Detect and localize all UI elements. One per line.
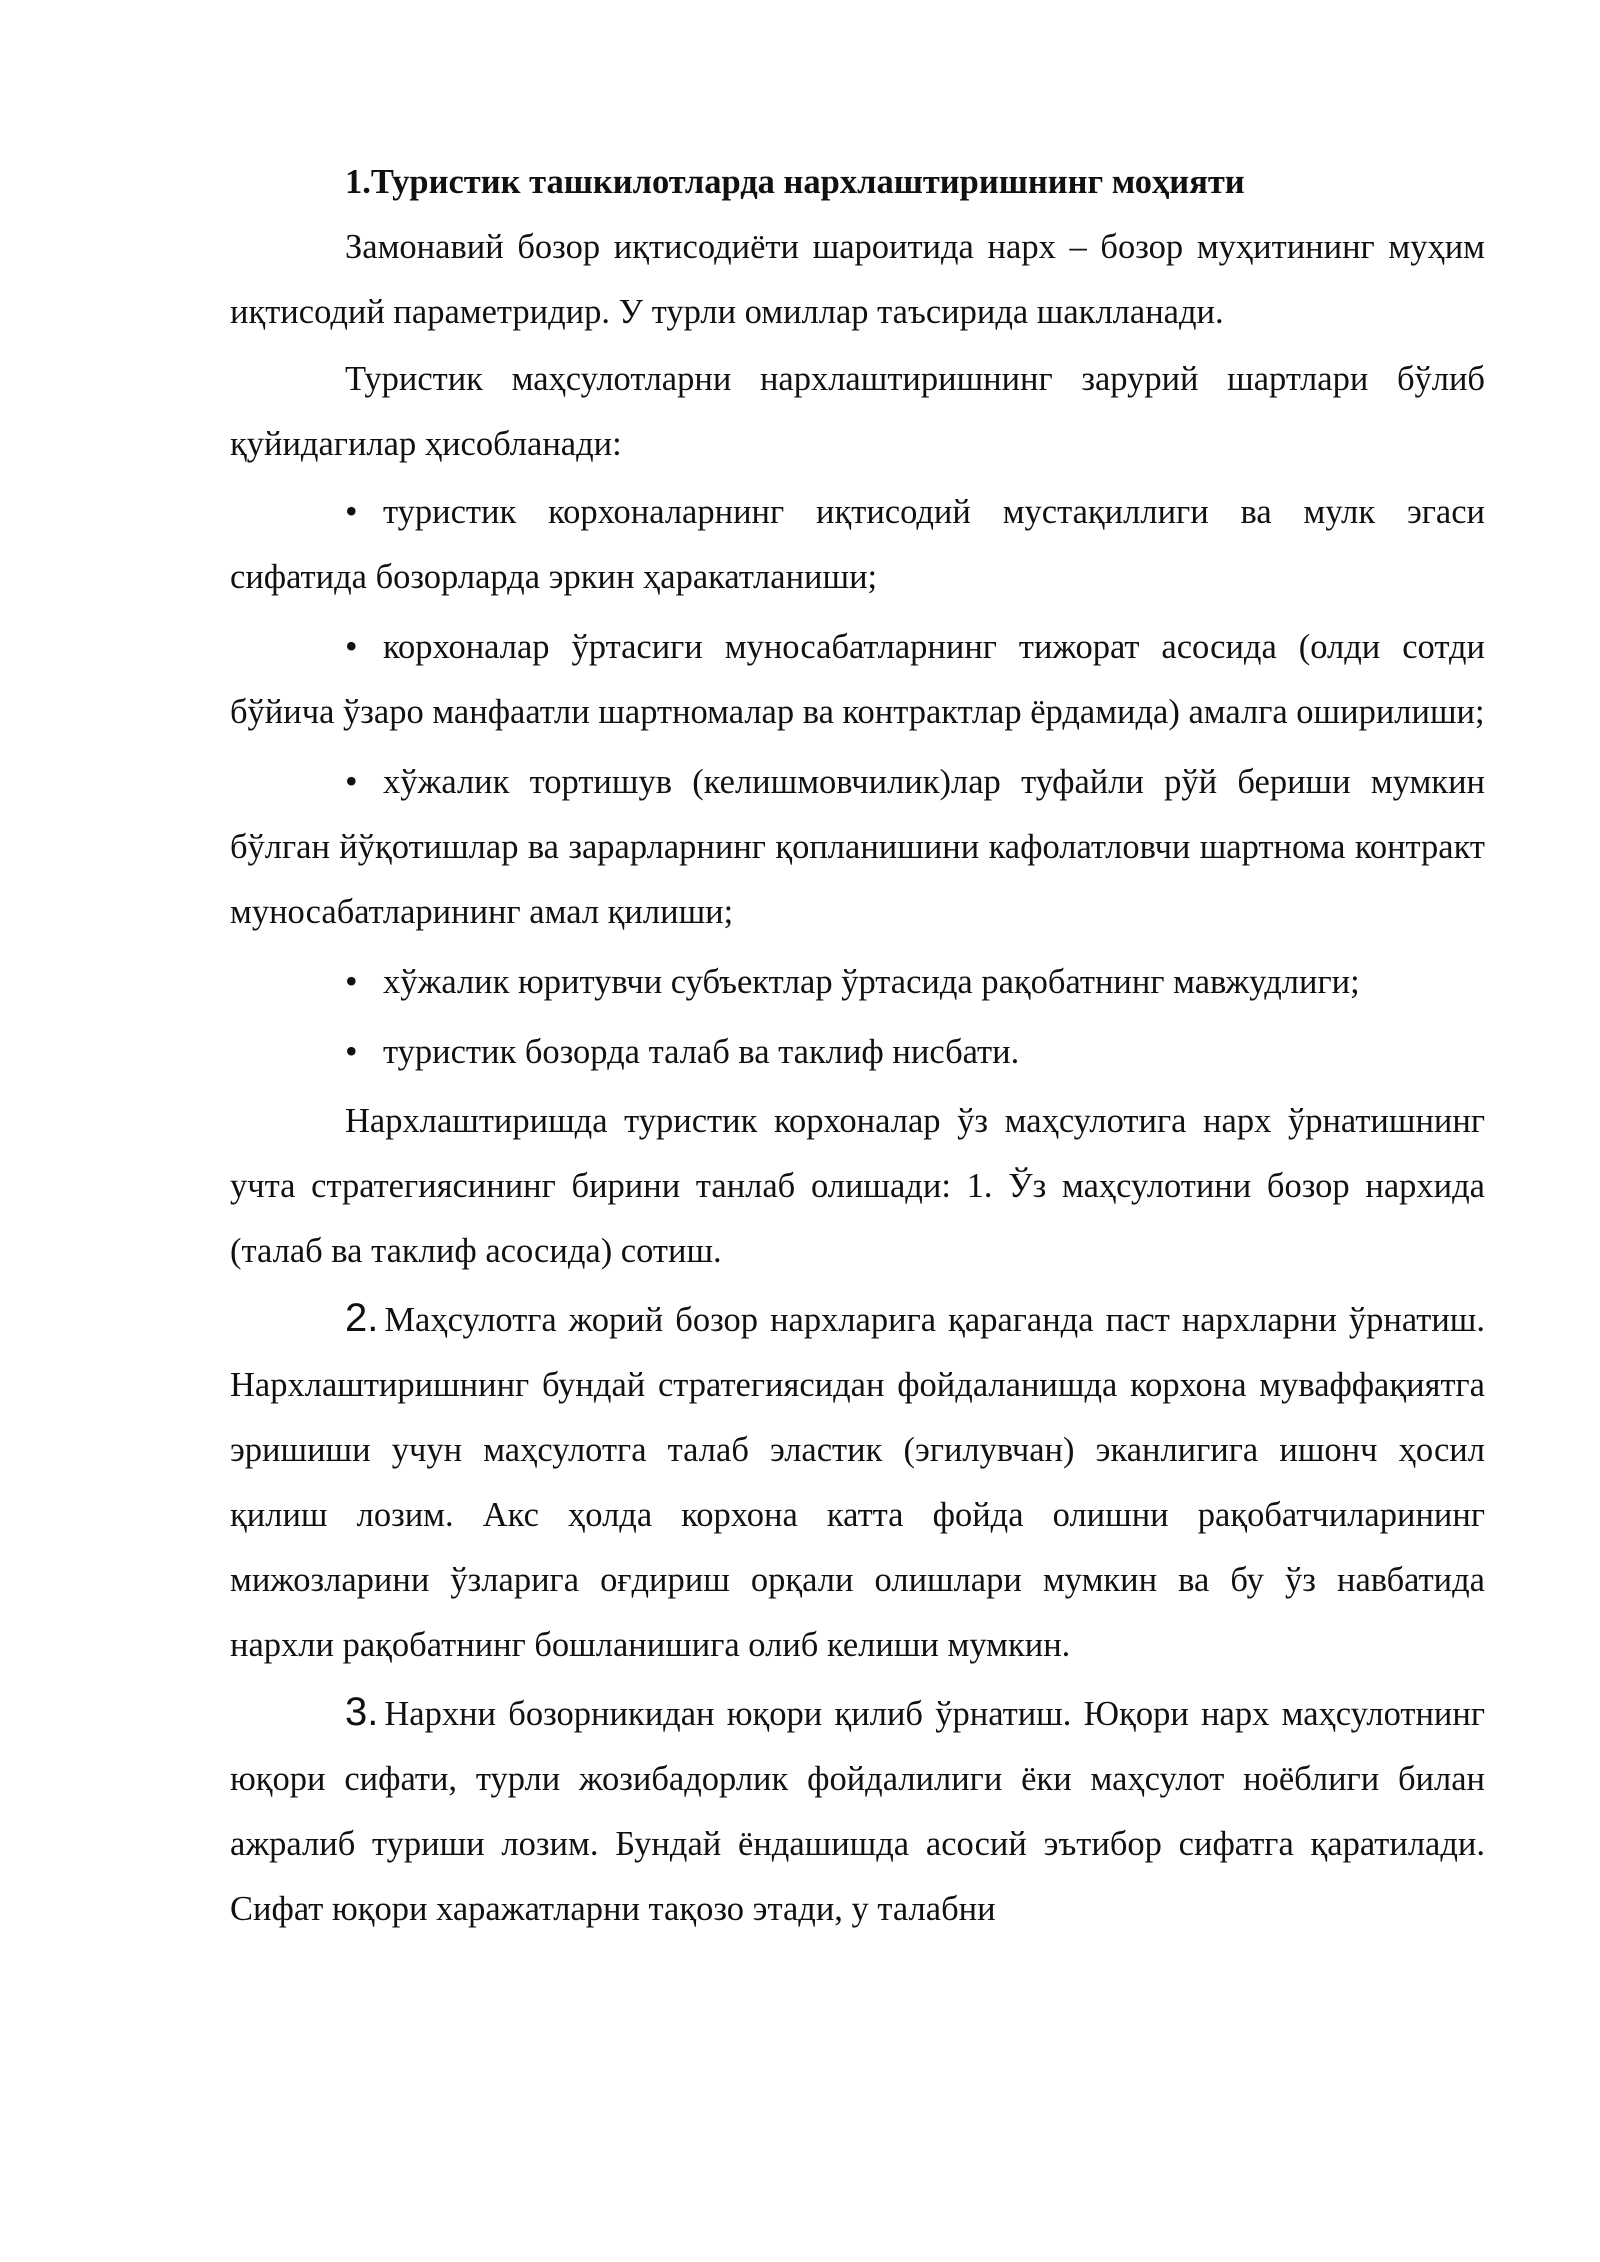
bullet-item-commercial-relations xyxy=(230,614,1485,745)
bullet-icon: • xyxy=(345,961,358,1001)
bullet-text: хўжалик юритувчи субъектлар ўртасида рақобатнинг мавжудлиги; xyxy=(383,963,1360,1001)
bullet-text: корхоналар ўртасиги муносабатларнинг тижорат асосида (олди сотди бўйича ўзаро манфаатли шартномалар ва контрактлар ёрдамида) амалга оширилиши; xyxy=(230,628,1485,731)
document-page xyxy=(230,150,1485,1944)
paragraph-strategies: Нархлаштиришда туристик корхоналар ўз маҳсулотига нарх ўрнатишнинг учта стратегиясининг бирини танлаб олишади: 1. Ўз маҳсулотини бозор нархида (талаб ва таклиф асосида) сотиш. xyxy=(230,1102,1485,1270)
paragraph-conditions-intro: Туристик маҳсулотларни нархлаштиришнинг зарурий шартлари бўлиб қуйидагилар ҳисобланади: xyxy=(230,360,1485,463)
paragraph-intro: Замонавий бозор иқтисодиёти шароитида нарх – бозор муҳитининг муҳим иқтисодий параметридир. У турли омиллар таъсирида шаклланади. xyxy=(230,228,1485,331)
bullet-item-contract-guarantee xyxy=(230,749,1485,945)
bullet-item-supply-demand xyxy=(230,1019,1485,1085)
section-heading: 1.Туристик ташкилотларда нархлаштиришнинг моҳияти xyxy=(345,163,1245,201)
bullet-text: хўжалик тортишув (келишмовчилик)лар туфайли рўй бериши мумкин бўлган йўқотишлар ва зарарларнинг қопланишини кафолатловчи шартнома контракт муносабатларининг амал қилиши; xyxy=(230,763,1485,931)
bullet-item-competition xyxy=(230,949,1485,1015)
bullet-item-independence xyxy=(230,479,1485,610)
bullet-icon: • xyxy=(345,761,358,801)
item-text: Нархни бозорникидан юқори қилиб ўрнатиш. Юқори нарх маҳсулотнинг юқори сифати, турли жозибадорлик фойдалилиги ёки маҳсулот ноёблиги билан ажралиб туриши лозим. Бундай ёндашишда асосий эътибор сифатга қаратилади. Сифат юқори харажатларни тақозо этади, у талабни xyxy=(230,1695,1485,1928)
item-text: Маҳсулотга жорий бозор нархларига қараганда паст нархларни ўрнатиш. Нархлаштиришнинг бундай стратегиясидан фойдаланишда корхона муваффақиятга эришиши учун маҳсулотга талаб эластик (эгилувчан) эканлигига ишонч ҳосил қилиш лозим. Акс ҳолда корхона катта фойда олишни рақобатчиларининг мижозларини ўзларига оғдириш орқали олишлари мумкин ва бу ўз навбатида нархли рақобатнинг бошланишига олиб келиши мумкин. xyxy=(230,1301,1485,1664)
bullet-icon: • xyxy=(345,626,358,666)
bullet-text: туристик бозорда талаб ва таклиф нисбати. xyxy=(383,1033,1020,1071)
item-number: 3. xyxy=(345,1690,379,1734)
numbered-item-2 xyxy=(230,1286,1485,1678)
item-number: 2. xyxy=(345,1296,379,1340)
bullet-text: туристик корхоналарнинг иқтисодий мустақиллиги ва мулк эгаси сифатида бозорларда эркин ҳаракатланиши; xyxy=(230,493,1485,596)
bullet-icon: • xyxy=(345,1031,358,1071)
bullet-icon: • xyxy=(345,491,358,531)
numbered-item-3 xyxy=(230,1680,1485,1942)
